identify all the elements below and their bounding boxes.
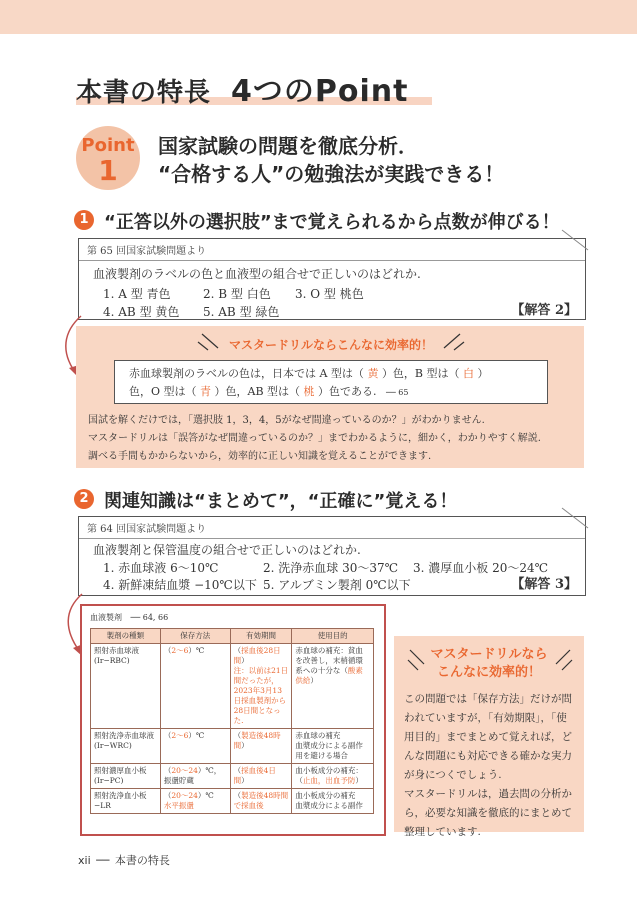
side-text: この問題では「保存方法」だけが問われていますが，「有効期限」，「使用目的」までまとめて覚えれば，どんな問題にも対応できる確かな実力が身につくでしょう. マスタードリルは，過去問の分析から，必要な知識を徹底的にまとめて整理しています.	[404, 693, 572, 838]
cell-period	[230, 729, 292, 764]
title-main: 本書の特長	[76, 78, 212, 108]
fill-in-box	[114, 360, 548, 404]
option-3: 3. O 型 桃色	[295, 287, 364, 301]
cell-storage	[160, 764, 230, 789]
cell-period	[230, 644, 292, 729]
point-word: Point	[81, 135, 135, 156]
cell-text: 赤血球の補充：貧血を改善し，末梢循環系への十分な（	[295, 646, 363, 675]
option-1: 1. A 型 青色	[103, 287, 171, 301]
blood-product-table-excerpt	[80, 604, 386, 836]
point1-title-line1: 国家試験の問題を徹底分析．	[158, 134, 418, 158]
blood-product-table	[90, 628, 374, 814]
answer-label: 【解答 2】	[511, 303, 577, 318]
fill-text: ）	[477, 367, 489, 380]
cell-text: ）	[241, 741, 249, 750]
table-ref: 64, 66	[142, 613, 169, 622]
header-purpose: 使用目的	[292, 629, 374, 644]
table-row	[91, 764, 374, 789]
table-row	[91, 729, 374, 764]
explanation-line: マスタードリルは「誤答がなぜ間違っているのか？」までわかるように，細かく，わかりやすく解説.	[88, 433, 541, 444]
side-heading	[428, 646, 550, 682]
exam-question-box-64	[78, 516, 586, 596]
fill-in-line-2	[129, 383, 408, 402]
table-title-text: 血液製剤	[90, 613, 122, 622]
option-5: 5. AB 型 緑色	[203, 305, 280, 319]
title-points: 4つのPoint	[231, 74, 409, 109]
fill-in-line-1	[129, 365, 489, 383]
header-storage: 保存方法	[160, 629, 230, 644]
cell-text: （	[233, 766, 242, 775]
cell-type: 照射洗浄血小板−LR	[91, 789, 161, 814]
corner-fold-icon	[560, 228, 590, 258]
cell-answer: 2〜6	[171, 731, 189, 740]
fill-text: ）色，AB 型は（	[214, 385, 301, 398]
cell-purpose: 血小板成分の補充 血漿成分による副作	[292, 789, 374, 814]
point-badge-text	[76, 135, 140, 185]
question-text: 血液製剤のラベルの色と血液型の組合せで正しいのはどれか.	[93, 267, 421, 281]
option-5: 5. アルブミン製剤 0℃以下	[263, 578, 411, 592]
emphasis-lines-left-icon	[196, 330, 226, 352]
cell-answer: 製造後48時間で採血後	[233, 791, 289, 810]
cell-text: 血小板成分の補充：（	[295, 766, 363, 785]
table-title: 血液製剤 ── 64, 66	[90, 613, 169, 622]
cell-text: （	[233, 791, 242, 800]
fill-text: ）色，B 型は（	[381, 367, 460, 380]
cell-purpose	[292, 764, 374, 789]
cell-answer: 製造後48時間	[233, 731, 281, 750]
section1-heading: “正答以外の選択肢”まで覚えられるから点数が伸びる！	[104, 212, 560, 233]
cell-text: ）	[241, 776, 249, 785]
cell-extra: 水平振盪	[163, 801, 194, 810]
cell-period	[230, 789, 292, 814]
cell-storage	[160, 729, 230, 764]
footer-label: 本書の特長	[114, 854, 170, 867]
cell-text: （	[233, 646, 242, 655]
cell-period	[230, 764, 292, 789]
exam-question-box-65	[78, 238, 586, 320]
cell-extra: 振盪貯蔵	[163, 776, 194, 785]
cell-text: ）℃	[188, 731, 205, 740]
cell-text: ）	[355, 776, 363, 785]
cell-text: ）	[310, 676, 318, 685]
answer-a: 黄	[367, 367, 379, 380]
cell-type: 照射赤血球液 (Ir−RBC)	[91, 644, 161, 729]
section2-number: 2	[74, 489, 94, 509]
section1-number: 1	[74, 210, 94, 230]
option-2: 2. B 型 白色	[203, 287, 271, 301]
emphasis-lines-right-icon	[436, 330, 466, 352]
option-1: 1. 赤血球液 6～10℃	[103, 561, 219, 575]
exam-label: 第 64 回国家試験問題より	[79, 517, 585, 539]
emphasis-lines-left-icon	[406, 646, 428, 676]
cell-answer: 止血，出血予防	[302, 776, 356, 785]
page-footer: xii ── 本書の特長	[78, 854, 170, 867]
header-type: 製剤の種類	[91, 629, 161, 644]
reference-mark: ── 65	[386, 388, 409, 397]
point-number: 1	[98, 154, 118, 187]
page-title	[76, 66, 408, 110]
answer-o: 青	[200, 385, 212, 398]
drill-side-box	[394, 636, 584, 838]
drill-highlight-box	[76, 326, 584, 468]
table-header-row	[91, 629, 374, 644]
cell-storage	[160, 644, 230, 729]
answer-ab: 桃	[303, 385, 315, 398]
option-3: 3. 濃厚血小板 20～24℃	[413, 561, 549, 575]
reference-number: 65	[398, 388, 409, 397]
cell-purpose: 赤血球の補充 血漿成分による副作用を避ける場合	[292, 729, 374, 764]
page-number: xii	[78, 854, 91, 867]
answer-b: 白	[463, 367, 475, 380]
side-heading-line2: こんなに効率的！	[436, 665, 541, 680]
side-heading-line1: マスタードリルなら	[430, 647, 548, 662]
cell-type: 照射洗浄赤血球液 (Ir−WRC)	[91, 729, 161, 764]
explanation-text	[88, 412, 578, 466]
cell-answer: 採血後4日間	[233, 766, 276, 785]
cell-answer: 20〜24	[171, 766, 198, 775]
section2-heading: 関連知識は“まとめて”，“正確に”覚える！	[104, 491, 458, 512]
answer-label: 【解答 3】	[511, 577, 577, 592]
cell-purpose	[292, 644, 374, 729]
question-text: 血液製剤と保管温度の組合せで正しいのはどれか.	[93, 543, 361, 557]
cell-text: （	[233, 731, 242, 740]
table-row	[91, 644, 374, 729]
cell-text: ）℃，	[197, 766, 222, 775]
cell-answer: 20〜24	[171, 791, 198, 800]
top-band	[0, 0, 637, 34]
cell-text: ）	[241, 656, 249, 665]
option-4: 4. AB 型 黄色	[103, 305, 180, 319]
cell-answer: 2〜6	[171, 646, 189, 655]
exam-label: 第 65 回国家試験問題より	[79, 239, 585, 261]
option-2: 2. 洗浄赤血球 30～37℃	[263, 561, 399, 575]
fill-text: 色，O 型は（	[129, 385, 197, 398]
cell-text: （	[163, 791, 172, 800]
cell-text: （	[163, 646, 172, 655]
cell-text: ）℃	[188, 646, 205, 655]
header-period: 有効期間	[230, 629, 292, 644]
cell-text: （	[163, 731, 172, 740]
drill-heading: マスタードリルならこんなに効率的！	[228, 338, 433, 352]
explanation-line: 調べる手間もかからないから，効率的に正しい知識を覚えることができます.	[88, 451, 432, 462]
cell-note: 注：以前は21日間だったが，2023年3月13日採血製剤から28日間となった.	[233, 666, 289, 725]
point1-title-line2: “合格する人”の勉強法が実践できる！	[158, 162, 505, 186]
cell-storage	[160, 789, 230, 814]
fill-text: 赤血球製剤のラベルの色は，日本では A 型は（	[129, 367, 364, 380]
cell-text: （	[163, 766, 172, 775]
explanation-line: 国試を解くだけでは，「選択肢 1，3，4，5がなぜ間違っているのか？」がわかりません.	[88, 415, 485, 426]
cell-text: ）℃	[197, 791, 214, 800]
cell-answer: 採血後28日間	[233, 646, 281, 665]
fill-text: ）色である.	[318, 385, 377, 398]
table-row	[91, 789, 374, 814]
cell-type: 照射濃厚血小板 (Ir−PC)	[91, 764, 161, 789]
emphasis-lines-right-icon	[552, 646, 574, 676]
corner-fold-icon	[560, 506, 590, 536]
option-4: 4. 新鮮凍結血漿 −10℃以下	[103, 578, 257, 592]
cell-answer: 酸素供給	[295, 666, 363, 685]
point1-title	[158, 132, 598, 188]
